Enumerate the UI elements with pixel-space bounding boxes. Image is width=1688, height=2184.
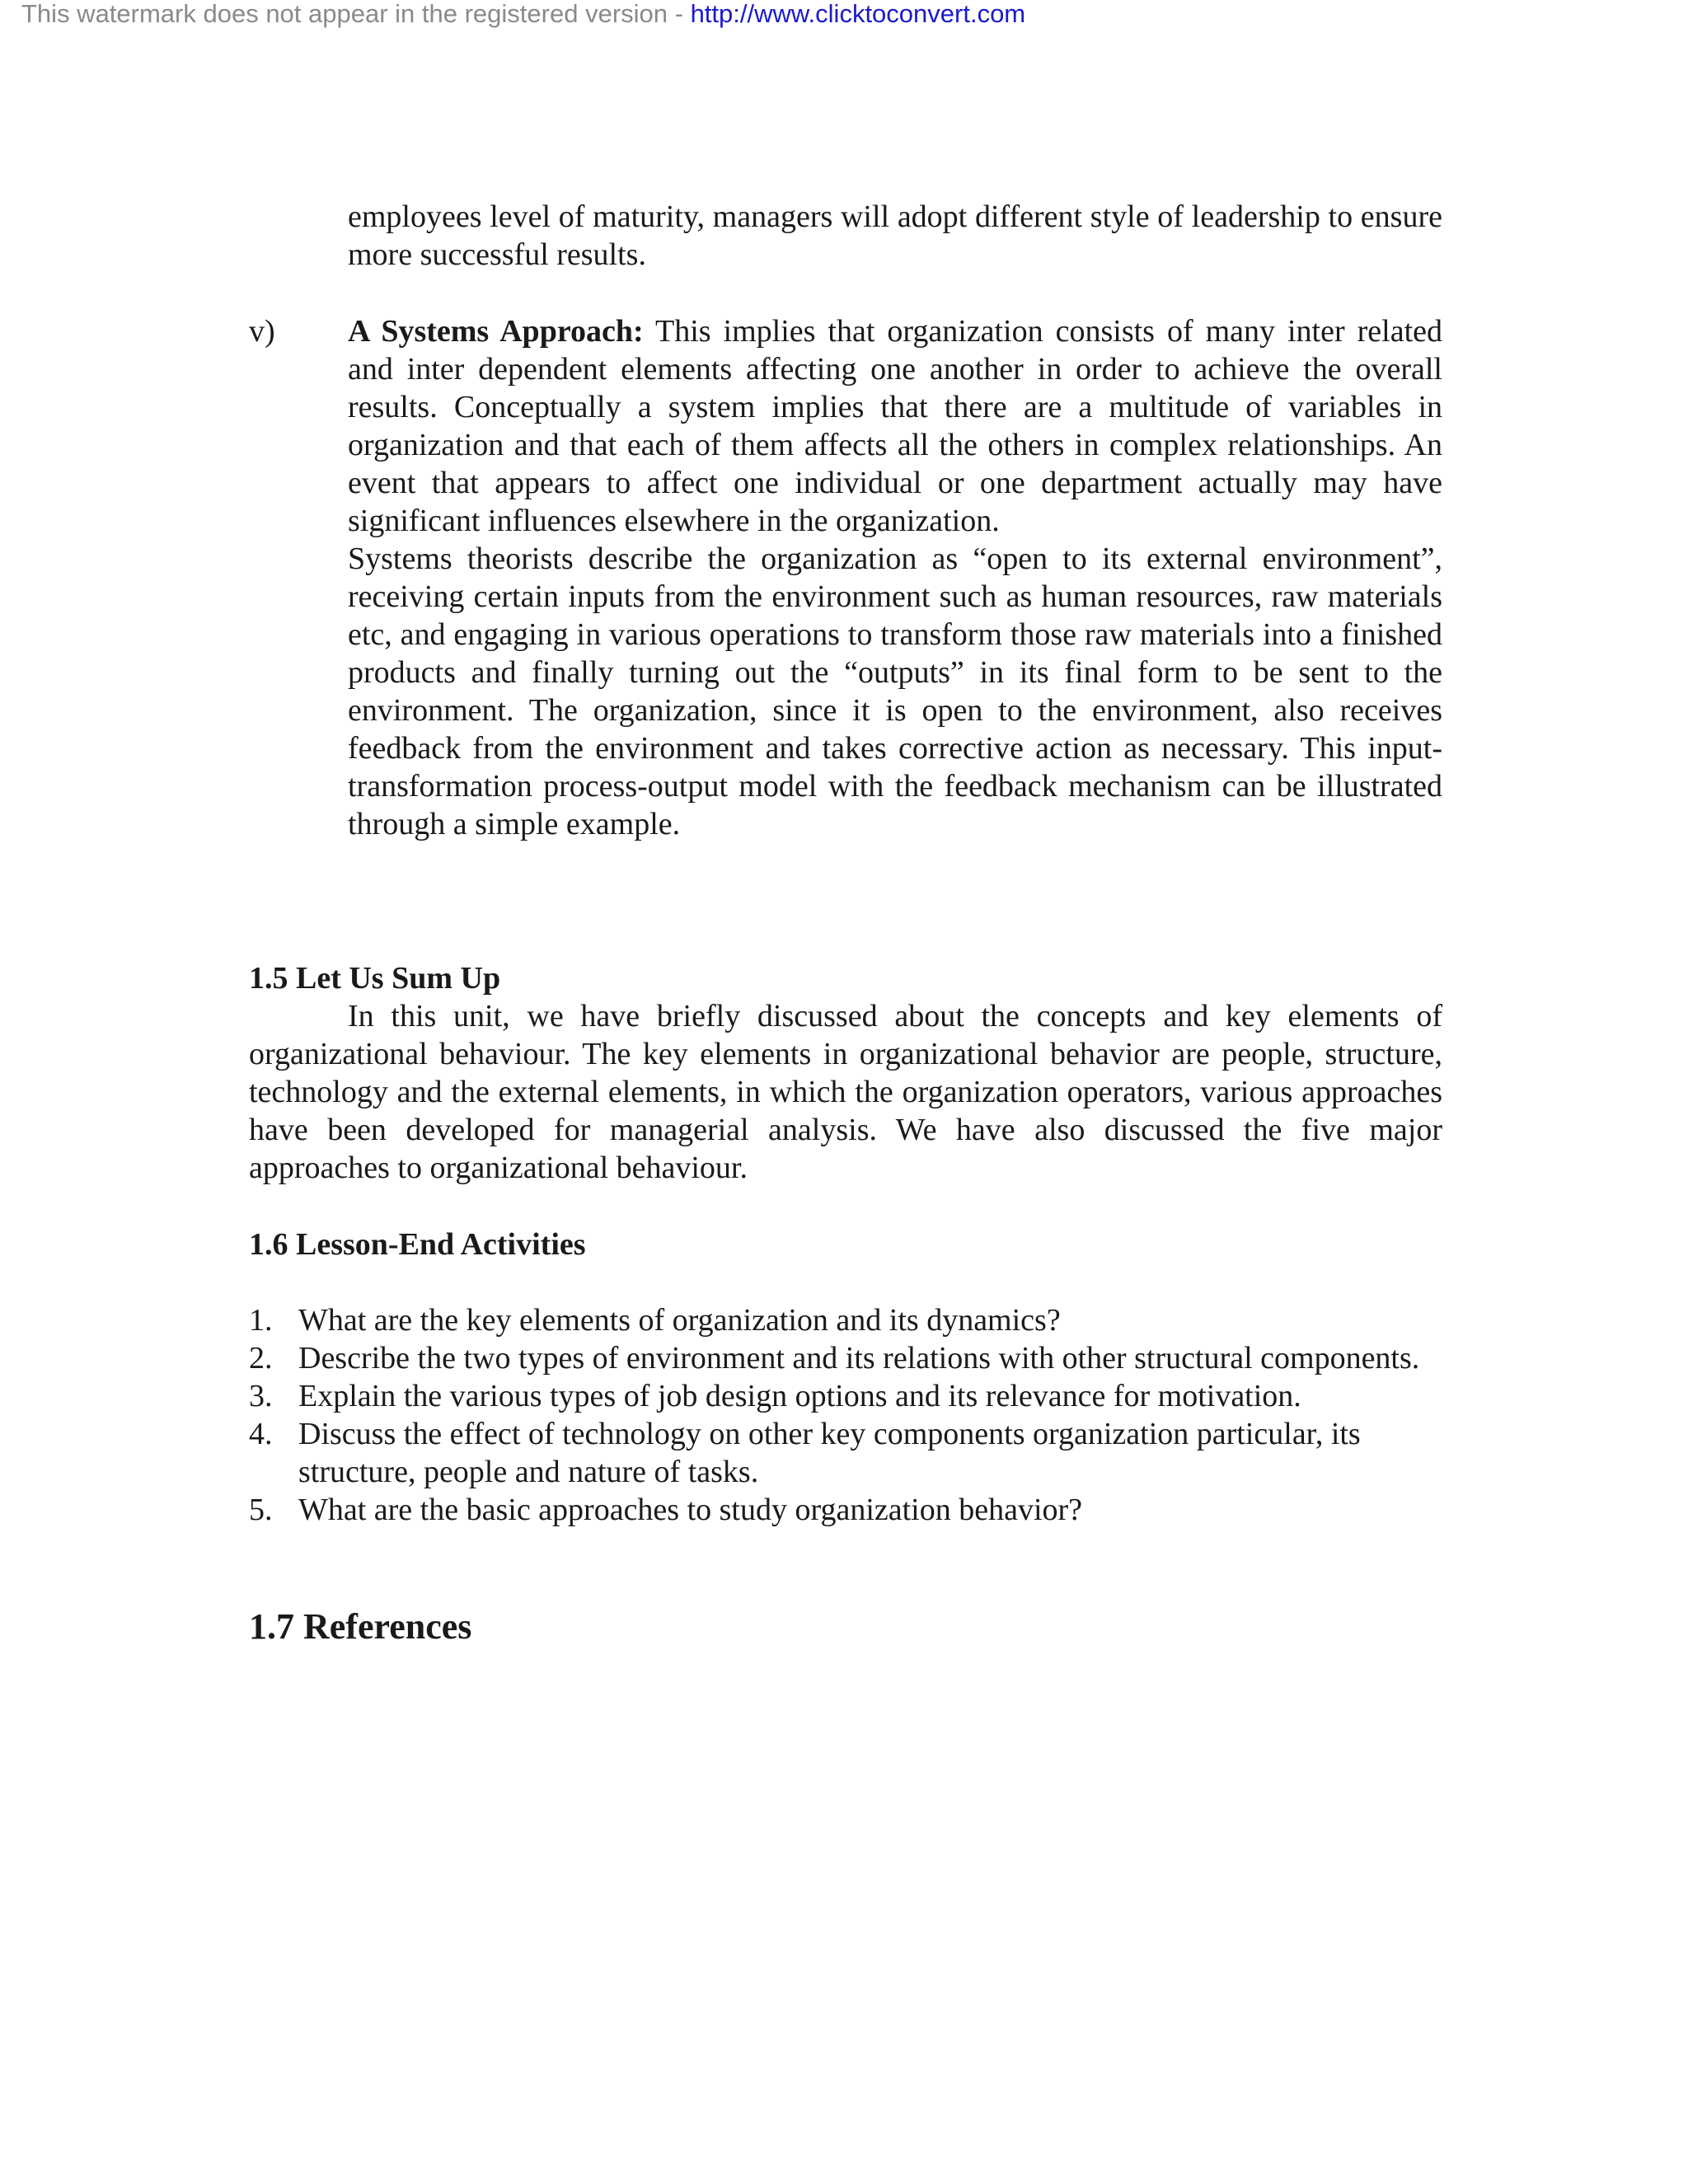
- list-item-text: Explain the various types of job design options and its relevance for motivation.: [298, 1379, 1301, 1413]
- list-item-text: Describe the two types of environment and its relations with other structural components.: [298, 1341, 1420, 1376]
- systems-approach-item: [348, 312, 1442, 843]
- list-item: [249, 1377, 1442, 1415]
- list-item-number: 1.: [249, 1303, 273, 1338]
- watermark-banner: [21, 0, 1025, 28]
- systems-approach-text-1: This implies that organization consists of many inter related and inter dependent elements affecting one another in order to achieve the overall results. Conceptually a system implies that there are a multitude of variables in organization and that each of them affects all the others in complex relationships. An event that appears to affect one individual or one department actually may have significant influences elsewhere in the organization.: [348, 314, 1442, 538]
- list-item: [249, 1339, 1442, 1377]
- list-item-text: What are the key elements of organization and its dynamics?: [298, 1303, 1061, 1338]
- watermark-link[interactable]: http://www.clicktoconvert.com: [690, 0, 1026, 28]
- activities-heading: 1.6 Lesson-End Activities: [249, 1227, 586, 1262]
- sum-up-paragraph: In this unit, we have briefly discussed about the concepts and key elements of organizational behaviour. The key elements in organizational behavior are people, structure, technology and the external elements, in which the organization operators, various approaches have been developed for managerial analysis. We have also discussed the five major approaches to organizational behaviour.: [249, 999, 1442, 1185]
- intro-paragraph: employees level of maturity, managers will adopt different style of leadership to ensure more successful results.: [348, 199, 1442, 272]
- systems-approach-paragraph-2: Systems theorists describe the organization as “open to its external environment”, receiving certain inputs from the environment such as human resources, raw materials etc, and engaging in various operations to transform those raw materials into a finished products and finally turning out the “outputs” in its final form to be sent to the environment. The organization, since it is open to the environment, also receives feedback from the environment and takes corrective action as necessary. This input-transformation process-output model with the feedback mechanism can be illustrated through a simple example.: [348, 541, 1442, 841]
- list-item: [249, 1415, 1442, 1491]
- list-item: [249, 1301, 1442, 1339]
- list-item-text: What are the basic approaches to study organization behavior?: [298, 1493, 1083, 1527]
- list-item-number: 4.: [249, 1417, 273, 1451]
- list-item-number: 5.: [249, 1493, 273, 1527]
- systems-approach-paragraph-1: [348, 314, 1442, 538]
- systems-approach-title: A Systems Approach:: [348, 314, 644, 349]
- watermark-text: This watermark does not appear in the registered version -: [21, 0, 691, 28]
- references-heading: 1.7 References: [249, 1606, 472, 1647]
- list-marker-v: v): [249, 314, 275, 349]
- activities-list: [249, 1301, 1442, 1529]
- list-item-number: 3.: [249, 1379, 273, 1413]
- list-item-number: 2.: [249, 1341, 273, 1376]
- list-item-text: Discuss the effect of technology on other key components organization particular, its structure, people and nature of tasks.: [298, 1417, 1361, 1489]
- list-item: [249, 1491, 1442, 1529]
- sum-up-heading: 1.5 Let Us Sum Up: [249, 961, 501, 996]
